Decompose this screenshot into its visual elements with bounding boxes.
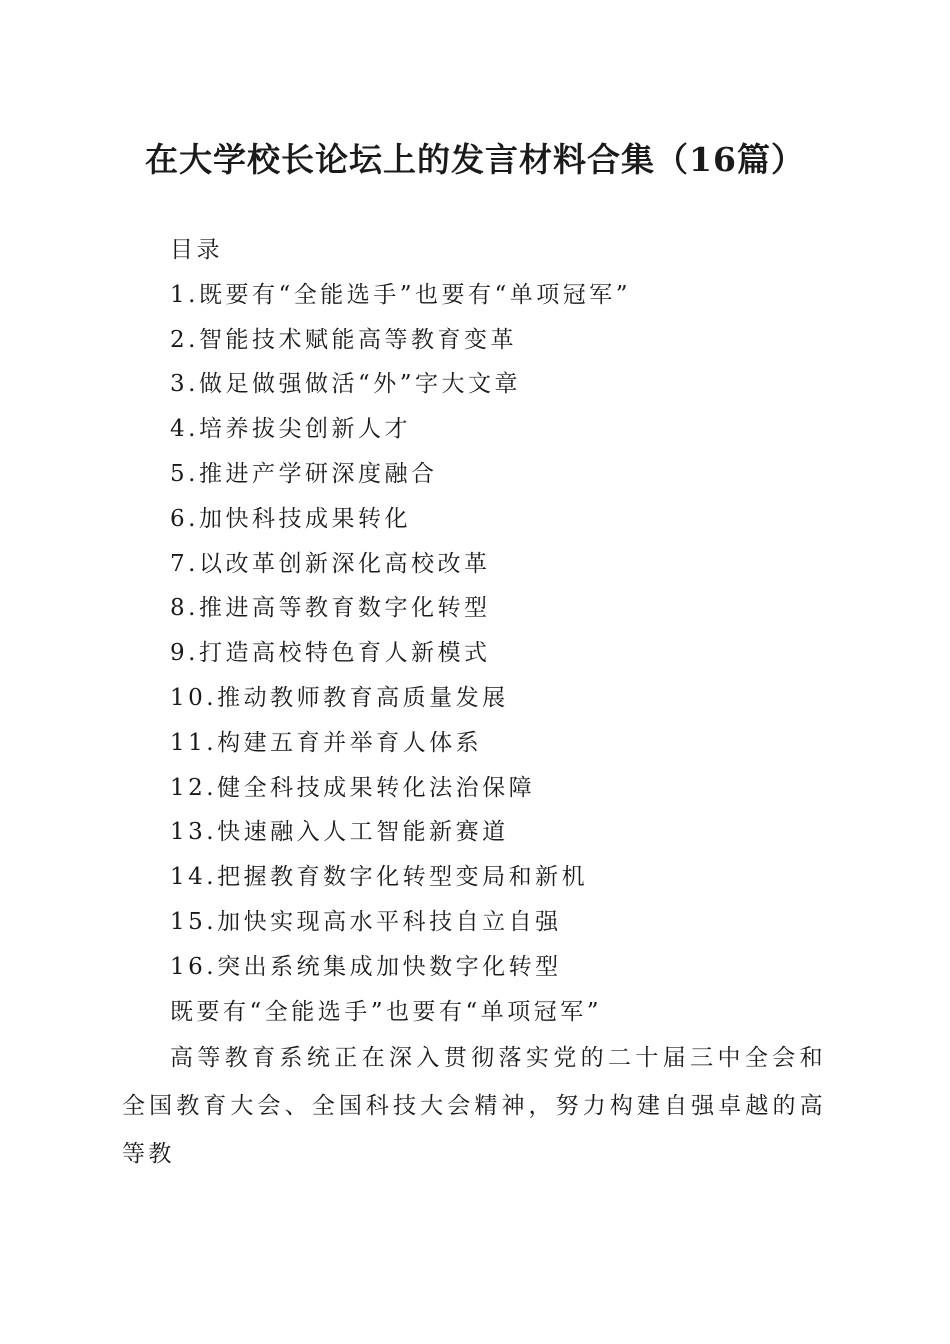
toc-item: 8.推进高等教育数字化转型 (170, 595, 491, 622)
toc-item: 14.把握教育数字化转型变局和新机 (170, 864, 589, 891)
toc-item: 16.突出系统集成加快数字化转型 (170, 953, 562, 980)
toc-item: 3.做足做强做活“外”字大文章 (170, 371, 521, 398)
table-of-contents (170, 228, 890, 990)
toc-item: 11.构建五育并举育人体系 (170, 729, 483, 756)
section-heading: 既要有“全能选手”也要有“单项冠军” (170, 999, 603, 1025)
toc-item: 12.健全科技成果转化法治保障 (170, 774, 536, 801)
toc-item: 6.加快科技成果转化 (170, 505, 411, 532)
toc-item: 9.打造高校特色育人新模式 (170, 640, 491, 667)
body-paragraph: 高等教育系统正在深入贯彻落实党的二十届三中全会和全国教育大会、全国科技大会精神，努力构建自强卓越的高等教 (122, 1045, 826, 1167)
toc-item: 15.加快实现高水平科技自立自强 (170, 908, 562, 935)
toc-item: 5.推进产学研深度融合 (170, 460, 438, 487)
toc-item: 13.快速融入人工智能新赛道 (170, 819, 509, 846)
toc-item: 10.推动教师教育高质量发展 (170, 684, 509, 711)
toc-item: 4.培养拔尖创新人才 (170, 416, 411, 443)
document-title: 在大学校长论坛上的发言材料合集（16篇） (145, 140, 805, 179)
toc-heading: 目录 (170, 237, 223, 263)
toc-item: 2.智能技术赋能高等教育变革 (170, 326, 517, 353)
toc-item: 7.以改革创新深化高校改革 (170, 550, 491, 577)
toc-item: 1.既要有“全能选手”也要有“单项冠军” (170, 281, 631, 308)
